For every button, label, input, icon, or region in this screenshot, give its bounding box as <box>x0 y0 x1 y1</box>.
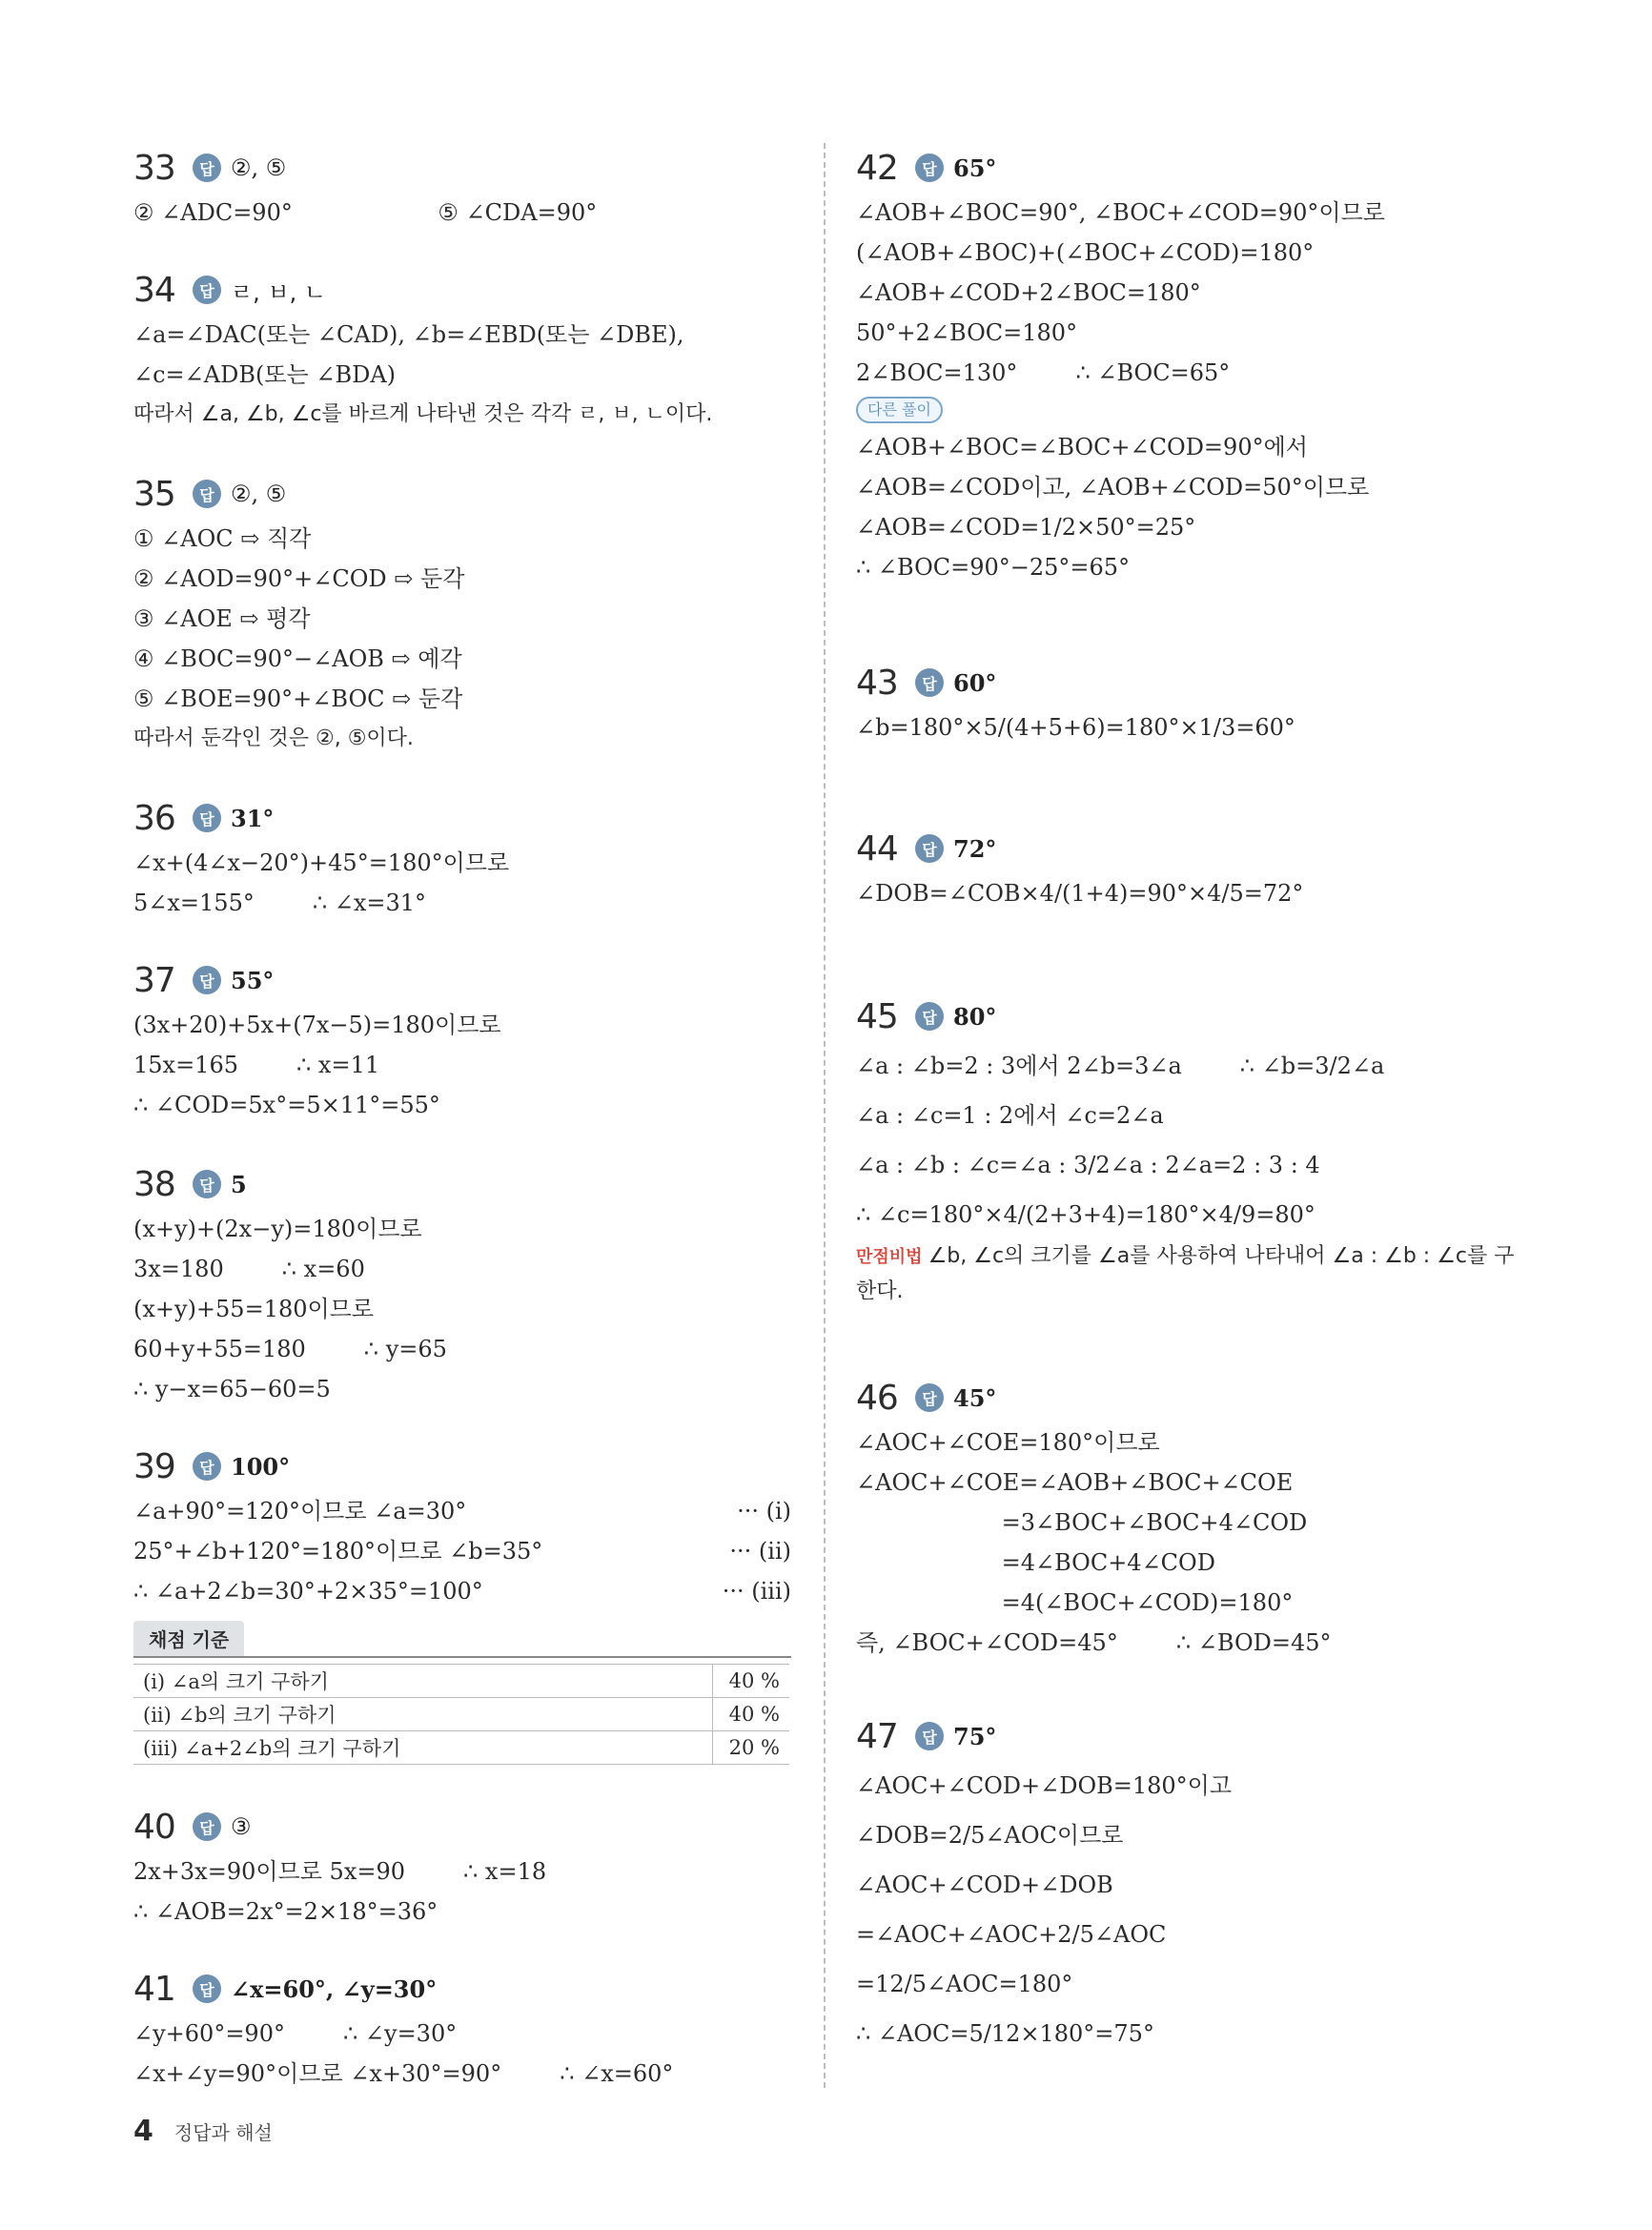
problem-number: 40 <box>133 1807 175 1847</box>
solution-line: ∠AOB+∠COD+2∠BOC=180° <box>856 279 1201 306</box>
solution-line: ∴ ∠BOC=90°−25°=65° <box>856 554 1131 581</box>
solution-line: 따라서 둔각인 것은 ②, ⑤이다. <box>133 726 414 750</box>
problem-number: 41 <box>133 1969 175 2009</box>
answer: 75° <box>953 1722 997 1750</box>
solution-line: 2x+3x=90이므로 5x=90 ∴ x=18 <box>133 1858 547 1885</box>
problem-number: 43 <box>856 663 898 703</box>
solution-line: ∴ ∠c=180°×4/(2+3+4)=180°×4/9=80° <box>856 1201 1315 1228</box>
solution-line: =3∠BOC+∠BOC+4∠COD <box>856 1509 1308 1536</box>
problem-46 <box>856 1373 1523 1663</box>
answer: 72° <box>953 834 997 863</box>
answer-badge-icon: 답 <box>915 834 944 863</box>
solution-line: ∠DOB=∠COB×4/(1+4)=90°×4/5=72° <box>856 880 1304 907</box>
solution-line: ∠a : ∠c=1 : 2에서 ∠c=2∠a <box>856 1102 1164 1129</box>
table-row <box>133 1698 789 1731</box>
answer-badge-icon: 답 <box>915 668 944 697</box>
solution-line: ⑤ ∠BOE=90°+∠BOC ⇨ 둔각 <box>133 685 463 712</box>
solution-text: ∴ ∠a+2∠b=30°+2×35°=100° <box>133 1578 483 1605</box>
problem-number: 33 <box>133 148 175 188</box>
tip-note <box>856 1239 1523 1309</box>
page-title: 정답과 해설 <box>173 2121 273 2144</box>
grading-pct: 40 % <box>713 1665 790 1698</box>
problem-35 <box>133 469 791 759</box>
problem-number: 44 <box>856 829 898 869</box>
answer: 5 <box>231 1170 247 1198</box>
answer-badge-icon: 답 <box>915 1722 944 1750</box>
solution-line: ∠b=180°×5/(4+5+6)=180°×1/3=60° <box>856 714 1295 741</box>
answer-badge-icon: 답 <box>193 1812 221 1841</box>
answer-badge-icon: 답 <box>915 153 944 182</box>
solution-line: ∠AOB+∠BOC=∠BOC+∠COD=90°에서 <box>856 434 1308 460</box>
answer: ∠x=60°, ∠y=30° <box>231 1974 438 2003</box>
answer-badge-icon: 답 <box>193 966 221 994</box>
solution-line: (x+y)+55=180이므로 <box>133 1296 375 1322</box>
solution-line: ∠AOC+∠COE=180°이므로 <box>856 1429 1160 1456</box>
problem-39 <box>133 1442 791 1765</box>
solution-line: ③ ∠AOE ⇨ 평각 <box>133 605 311 632</box>
grading-pct: 40 % <box>713 1698 790 1731</box>
problem-34 <box>133 265 791 435</box>
problem-45 <box>856 992 1523 1309</box>
tip-text: ∠b, ∠c의 크기를 ∠a를 사용하여 나타내어 ∠a : ∠b : ∠c를 구한다. <box>856 1244 1515 1303</box>
problem-33 <box>133 143 791 233</box>
solution-line: 즉, ∠BOC+∠COD=45° ∴ ∠BOD=45° <box>856 1629 1332 1656</box>
answer: 80° <box>953 1002 997 1031</box>
solution-line: ∠AOB+∠BOC=90°, ∠BOC+∠COD=90°이므로 <box>856 199 1385 226</box>
answer: 100° <box>231 1452 291 1481</box>
answer-badge-icon: 답 <box>193 276 221 304</box>
grading-label: (i) ∠a의 크기 구하기 <box>133 1665 713 1698</box>
answer-badge-icon: 답 <box>193 1452 221 1481</box>
answer: ②, ⑤ <box>231 154 287 181</box>
answer-badge-icon: 답 <box>193 480 221 508</box>
table-row <box>133 1731 789 1765</box>
solution-line: ∠x+∠y=90°이므로 ∠x+30°=90° ∴ ∠x=60° <box>133 2060 674 2087</box>
problem-40 <box>133 1802 791 1932</box>
solution-line: ∠AOC+∠COD+∠DOB <box>856 1872 1113 1898</box>
answer: 31° <box>231 804 275 832</box>
tip-label: 만점비법 <box>856 1247 923 1267</box>
problem-number: 42 <box>856 148 898 188</box>
answer: ②, ⑤ <box>231 481 287 507</box>
answer: 60° <box>953 668 997 697</box>
problem-number: 36 <box>133 798 175 838</box>
solution-line: ∠AOC+∠COE=∠AOB+∠BOC+∠COE <box>856 1469 1294 1496</box>
problem-37 <box>133 955 791 1125</box>
solution-line: ∠x+(4∠x−20°)+45°=180°이므로 <box>133 849 510 876</box>
table-row <box>133 1665 789 1698</box>
solution-line: ∴ ∠AOB=2x°=2×18°=36° <box>133 1898 438 1925</box>
answer: ③ <box>231 1813 252 1840</box>
problem-number: 35 <box>133 474 175 514</box>
grading-header <box>133 1621 791 1658</box>
page-number: 4 <box>133 2115 153 2148</box>
problem-number: 37 <box>133 960 175 1000</box>
solution-line: =12/5∠AOC=180° <box>856 1971 1073 1997</box>
solution-line: ∴ ∠AOC=5/12×180°=75° <box>856 2020 1154 2047</box>
solution-line: ∠AOB=∠COD이고, ∠AOB+∠COD=50°이므로 <box>856 474 1370 501</box>
solution-text: 25°+∠b+120°=180°이므로 ∠b=35° <box>133 1538 543 1565</box>
solution-line: =4∠BOC+4∠COD <box>856 1549 1215 1576</box>
solution-line: =∠AOC+∠AOC+2/5∠AOC <box>856 1921 1167 1948</box>
problem-47 <box>856 1711 1523 2058</box>
problem-36 <box>133 793 791 923</box>
solution-line: 따라서 ∠a, ∠b, ∠c를 바르게 나타낸 것은 각각 ㄹ, ㅂ, ㄴ이다. <box>133 402 713 426</box>
answer: 45° <box>953 1383 997 1412</box>
solution-line <box>133 1531 791 1571</box>
solution-line: 5∠x=155° ∴ ∠x=31° <box>133 890 427 916</box>
solution-line: =4(∠BOC+∠COD)=180° <box>856 1589 1294 1616</box>
answer-badge-icon: 답 <box>193 1974 221 2003</box>
problem-number: 46 <box>856 1378 898 1418</box>
problem-number: 38 <box>133 1164 175 1204</box>
step-marker: ··· (i) <box>737 1498 791 1524</box>
answer-badge-icon: 답 <box>193 1170 221 1198</box>
alternative-solution-tag: 다른 풀이 <box>856 397 943 423</box>
problem-number: 45 <box>856 996 898 1036</box>
step-marker: ··· (iii) <box>722 1578 791 1605</box>
solution-line: ∠AOB=∠COD=1/2×50°=25° <box>856 514 1196 541</box>
column-divider <box>824 143 826 2088</box>
solution-line: 15x=165 ∴ x=11 <box>133 1052 380 1078</box>
solution-text: ∠a+90°=120°이므로 ∠a=30° <box>133 1498 467 1524</box>
solution-line: ∠c=∠ADB(또는 ∠BDA) <box>133 361 397 388</box>
solution-line: 60+y+55=180 ∴ y=65 <box>133 1336 447 1362</box>
solution-line: (x+y)+(2x−y)=180이므로 <box>133 1216 422 1242</box>
solution-line: ∠a=∠DAC(또는 ∠CAD), ∠b=∠EBD(또는 ∠DBE), <box>133 321 684 348</box>
solution-line: 3x=180 ∴ x=60 <box>133 1256 365 1282</box>
grading-pct: 20 % <box>713 1731 790 1765</box>
solution-line: 50°+2∠BOC=180° <box>856 319 1078 346</box>
answer-badge-icon: 답 <box>193 153 221 182</box>
solution-line: ∴ y−x=65−60=5 <box>133 1376 331 1402</box>
solution-line <box>133 1571 791 1611</box>
solution-line: ∠y+60°=90° ∴ ∠y=30° <box>133 2020 458 2047</box>
grading-title: 채점 기준 <box>133 1621 244 1656</box>
solution-line: ② ∠AOD=90°+∠COD ⇨ 둔각 <box>133 565 465 592</box>
page-footer <box>133 2115 273 2148</box>
solution-line: ∴ ∠COD=5x°=5×11°=55° <box>133 1092 440 1118</box>
solution-line: ② ∠ADC=90° ⑤ ∠CDA=90° <box>133 199 598 226</box>
problem-number: 47 <box>856 1716 898 1756</box>
solution-line <box>133 1491 791 1531</box>
solution-line: ∠a : ∠b : ∠c=∠a : 3/2∠a : 2∠a=2 : 3 : 4 <box>856 1152 1320 1178</box>
solution-line: 2∠BOC=130° ∴ ∠BOC=65° <box>856 359 1231 386</box>
solution-line: (3x+20)+5x+(7x−5)=180이므로 <box>133 1012 501 1038</box>
solution-line: (∠AOB+∠BOC)+(∠BOC+∠COD)=180° <box>856 239 1315 266</box>
solution-line: ① ∠AOC ⇨ 직각 <box>133 525 312 552</box>
problem-42 <box>856 143 1523 587</box>
problem-43 <box>856 658 1523 747</box>
solution-line: ∠AOC+∠COD+∠DOB=180°이고 <box>856 1772 1233 1799</box>
answer-badge-icon: 답 <box>915 1002 944 1031</box>
solution-line: ④ ∠BOC=90°−∠AOB ⇨ 예각 <box>133 645 462 672</box>
problem-41 <box>133 1964 791 2094</box>
answer-badge-icon: 답 <box>193 804 221 832</box>
grading-table <box>133 1664 789 1765</box>
problem-44 <box>856 824 1523 913</box>
problem-number: 34 <box>133 270 175 310</box>
problem-number: 39 <box>133 1446 175 1486</box>
solution-line: ∠a : ∠b=2 : 3에서 2∠b=3∠a ∴ ∠b=3/2∠a <box>856 1053 1385 1079</box>
grading-criteria <box>133 1621 791 1765</box>
grading-label: (ii) ∠b의 크기 구하기 <box>133 1698 713 1731</box>
answer-badge-icon: 답 <box>915 1383 944 1412</box>
problem-38 <box>133 1159 791 1409</box>
answer: ㄹ, ㅂ, ㄴ <box>231 278 327 306</box>
answer: 55° <box>231 966 275 994</box>
grading-label: (iii) ∠a+2∠b의 크기 구하기 <box>133 1731 713 1765</box>
step-marker: ··· (ii) <box>729 1538 791 1565</box>
answer: 65° <box>953 153 997 182</box>
solution-line: ∠DOB=2/5∠AOC이므로 <box>856 1822 1124 1849</box>
